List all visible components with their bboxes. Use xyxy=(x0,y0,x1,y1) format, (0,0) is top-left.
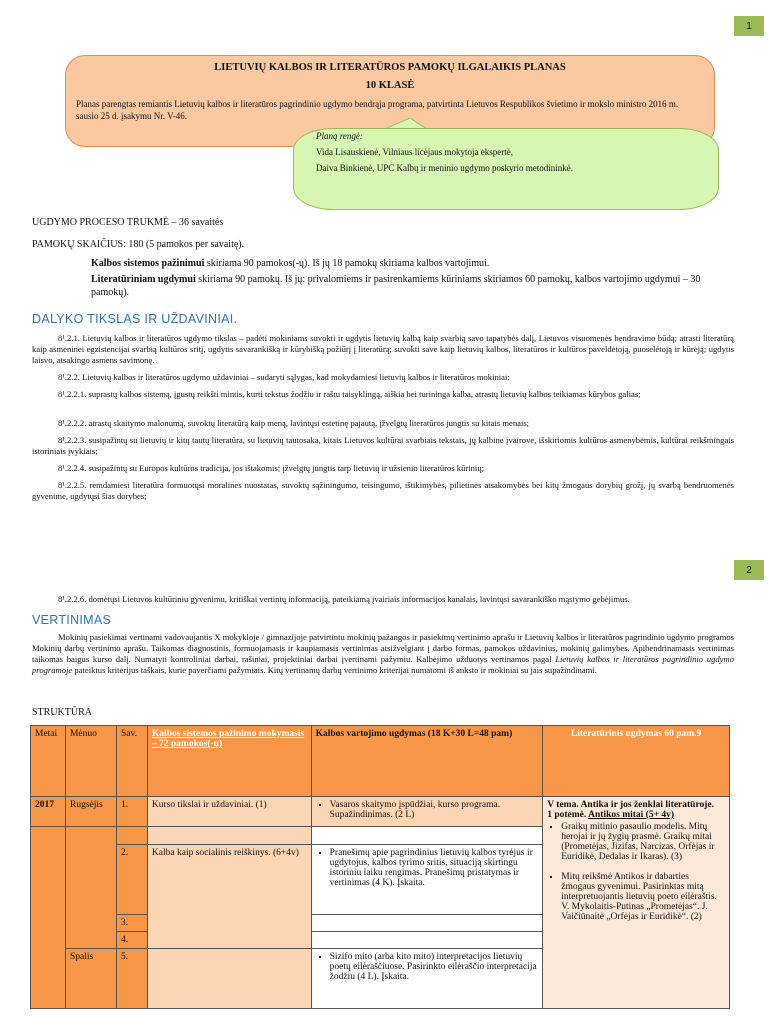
header-literature-text: Literatūrinis ugdymas 60 pam.9 xyxy=(570,729,702,739)
year-cell: 2017 xyxy=(31,797,66,827)
schedule-table xyxy=(30,725,730,1009)
paragraph xyxy=(32,463,734,474)
week-cell-empty xyxy=(116,827,147,845)
literature-subtopic xyxy=(547,810,725,820)
literature-item: ▪ Mitų reikšmė Antikos ir dabarties žmogaus gyvenimui. Pasirinktas mitą interpretuojantis lietuvių poeto eilėraštis. V. Mykolaitis-Putinas „Prometėjas“. J. Vaičiūnaitė „Orfėjas ir Euridikė“. (2) xyxy=(561,872,725,922)
week-cell: 2. xyxy=(116,845,147,915)
month-cell-empty xyxy=(65,827,116,949)
paragraph xyxy=(32,389,734,400)
paragraph xyxy=(32,418,734,429)
subtopic-number: 1 potemė. xyxy=(547,810,587,820)
language-use-item: ▪ Vasaros skaitymo įspūdžiai, kurso programa. Supažindinimas. (2 L) xyxy=(330,800,539,820)
allocation-literature xyxy=(91,273,721,299)
paragraph xyxy=(32,480,734,502)
year-cell-empty xyxy=(31,827,66,1009)
paragraph xyxy=(32,333,734,366)
duration-line: UGDYMO PROCESO TRUKMĖ – 36 savaitės xyxy=(32,217,224,228)
subtopic-title: Antikos mitai (5+ 4v) xyxy=(588,810,675,820)
assessment-text: pateiktus kriterijus taškais, kurie paverčiami pažymiais. Kitų vertinamų darbų vertinimo kriterijai numatomi iš anksto ir mokiniai su jais supažindinami. xyxy=(72,665,597,675)
lessons-count-line: PAMOKŲ SKAIČIUS: 180 (5 pamokos per savaitę). xyxy=(32,239,245,250)
authors-callout xyxy=(293,128,719,210)
paragraph-text: 8¹.2.2.1. suprastų kalbos sistemą, įgustų reikšti mintis, kurti tekstus žodžiu ir raštu taisyklingą, aiškia bei turininga kalba, atrastų lietuvių kalbos teikiamas kūrybos galias; xyxy=(58,389,641,399)
paragraph-text: 8¹.2.2.2. atrastų skaitymo malonumą, suvoktų literatūrą kaip meną, lavintųsi estetinę pajautą, įžvelgtų literatūros jungtis su kitais menais; xyxy=(58,418,530,428)
paragraph xyxy=(32,594,734,605)
header-language-system: Kalbos sistemos pažinimo mokymasis – 72 pamokos(-ų) xyxy=(147,726,311,797)
document-description: Planas parengtas remiantis Lietuvių kalbos ir literatūros pagrindinio ugdymo bendrąja programa, patvirtinta Lietuvos Respublikos švietimo ir mokslo ministro 2016 m. sausio 25 d. įsakymu Nr. V-46. xyxy=(76,99,679,121)
language-system-cell xyxy=(147,827,311,845)
header-language-use: Kalbos vartojimo ugdymas (18 K+30 L=48 pam) xyxy=(311,726,543,797)
language-system-cell: Kurso tikslai ir uždaviniai. (1) xyxy=(147,797,311,827)
language-system-cell xyxy=(147,949,311,1009)
paragraph-text: 8¹.2.2.3. susipažintų su lietuvių ir kitų tautų literatūra, su lietuvių tautosaka, kitais Lietuvos kultūrai svarbiais tekstais, jų kalbine įvairove, išskiriomis kultūros asmenybėmis, kultūrai reikšmingais istoriniais įvykiais; xyxy=(32,435,734,456)
author-name: Daiva Binkienė, UPC Kalbų ir meninio ugdymo poskyrio metodininkė. xyxy=(316,163,573,173)
allocation-language xyxy=(91,257,721,270)
paragraph-text: 8¹.2.2.4. susipažintų su Europos kultūros tradicija, jos ištakomis; įžvelgtų jungtis tarp lietuvių ir užsienio literatūros kūrinių; xyxy=(58,463,485,473)
assessment-text: Mokinių pasiekimai vertinami vadovaujantis X mokykloje / gimnazijoje patvirtintu mokinių pažangos ir pasiekimų vertinimo aprašu ir Lietuvių kalbos ir literatūros pagrindinio ugdymo programos Mokinių darbų vertinimo aprašu. Taikomas diagnostinis, formuojamasis ir kaupiamasis vertinimas atsižvelgiant į darbo formas, pamokos uždavinius, mokinių galimybes. Apibendrinamasis vertinimas taikomas baigus kurso dalį. Numatyti kontroliniai darbai, rašiniai, projektiniai darbai įvertinami pažymiu. Kalbėjimo užduotys vertinamos pagal xyxy=(32,632,734,664)
literature-cell xyxy=(543,797,730,1009)
paragraph-text: 8¹.2.2.6. domėtųsi Lietuvos kultūriniu gyvenimu, kritiškai vertintų informaciją, pateikiamą įvairiais informacijos kanalais, lavintųsi savarankiško mąstymo gebėjimus. xyxy=(58,594,630,604)
week-cell: 5. xyxy=(116,949,147,1009)
paragraph xyxy=(32,372,734,383)
header-year: Metai xyxy=(31,726,66,797)
paragraph-text: 8¹.2.1. Lietuvių kalbos ir literatūros ugdymo tikslas – padėti mokiniams suvokti ir ugdytis lietuvių kalbą kaip svarbią savo tapatybės dalį, Lietuvos visuomenės bendravimo būdą; atrasti literatūrą kaip asmeninei egzistencijai svarbią kultūros sritį, ugdytis savarankišką ir kūrybišką požiūrį į literatūrą; suvokti save kaip lietuvių kalbos, literatūros ir kultūros paveldėtoją, puoselėtoją ir kūrėją; ugdytis laisvo, atsakingo asmens savimonę. xyxy=(32,333,734,365)
assessment-program-title: Lietuvių kalbos ir literatūros pagrindinio ugdymo programoje xyxy=(32,654,735,675)
author-name: Vida Lisauskienė, Vilniaus licėjaus mokytoja ekspertė, xyxy=(316,147,513,157)
section-heading: VERTINIMAS xyxy=(32,613,112,627)
language-use-item: ▪ Sizifo mito (arba kito mito) interpretacijos lietuvių poetų eilėraščiuose. Pasirinkto eilėraščio interpretacija žodžiu (4 L). Įskaita. xyxy=(330,952,539,982)
language-use-cell xyxy=(311,797,543,827)
week-cell: 4. xyxy=(116,932,147,949)
language-use-cell xyxy=(311,915,543,932)
language-use-text: Pranešimų apie pagrindinius lietuvių kalbos tyrėjus ir ugdytojus, kalbos tyrimo sritis, situaciją skirtingu istoriniu laiku rengimas. Pranešimų pristatymas ir vertinimas (4 K). Įskaita. xyxy=(329,848,533,888)
table-header-row xyxy=(31,726,730,797)
document-subtitle: 10 KLASĖ xyxy=(365,80,415,91)
structure-label: STRUKTŪRA xyxy=(32,707,93,718)
header-literature xyxy=(543,726,730,797)
allocation-language-label: Kalbos sistemos pažinimui xyxy=(91,258,205,269)
allocation-literature-label: Literatūriniam ugdymui xyxy=(91,274,196,285)
allocation-literature-text: skiriama 90 pamokų. Iš jų: privalomiems ir pasirenkamiems kūriniams skiriamos 60 pamokų, kalbos vartojimo ugdymui – 30 pamokų). xyxy=(91,274,701,298)
literature-topic: V tema. Antika ir jos ženklai literatūroje. xyxy=(547,800,714,810)
document-title: LIETUVIŲ KALBOS IR LITERATŪROS PAMOKŲ ILGALAIKIS PLANAS xyxy=(214,62,566,73)
header-week: Sav. xyxy=(116,726,147,797)
table-row xyxy=(31,797,730,827)
language-use-cell xyxy=(311,827,543,845)
section-heading: DALYKO TIKSLAS IR UŽDAVINIAI. xyxy=(32,312,238,326)
authors-label: Planą rengė: xyxy=(316,131,363,141)
literature-item: ▪ Graikų mitinio pasaulio modelis. Mitų herojai ir jų žygių prasmė. Graikų mitai (Prometėjas, Jizifas, Narcizas, Orfėjas ir Euridikė, Dedalas ir Ikaras). (3) xyxy=(561,822,725,862)
language-use-cell xyxy=(311,949,543,1009)
page-number: 1 xyxy=(734,16,764,36)
language-use-cell xyxy=(311,845,543,915)
language-system-cell: Kalba kaip socialinis reiškinys. (6+4v) xyxy=(147,845,311,949)
language-use-cell xyxy=(311,932,543,949)
week-cell: 1. xyxy=(116,797,147,827)
page-number: 2 xyxy=(734,560,764,580)
month-cell: Rugsėjis xyxy=(65,797,116,827)
paragraph xyxy=(32,435,734,457)
assessment-paragraph xyxy=(32,632,734,676)
language-use-item xyxy=(330,848,539,888)
week-cell: 3. xyxy=(116,915,147,932)
header-month: Mėnuo xyxy=(65,726,116,797)
paragraph-text: 8¹.2.2.5. remdamiesi literatūra formuotųsi moralines nuostatas, suvoktų sąžiningumo, teisingumo, ištikimybės, pilietinės atsakomybės bei kitų žmogaus dorybių grožį, jų svarbą bendruomenės gyvenime, ugdytųsi šias dorybes; xyxy=(32,480,734,501)
paragraph-text: 8¹.2.2. Lietuvių kalbos ir literatūros ugdymo uždaviniai – sudaryti sąlygas, kad mokydamiesi lietuvių kalbos ir literatūros mokiniai: xyxy=(58,372,510,382)
allocation-language-text: skiriama 90 pamokos(-ų). Iš jų 18 pamokų skiriama kalbos vartojimui. xyxy=(204,258,490,269)
month-cell: Spalis xyxy=(65,949,116,1009)
